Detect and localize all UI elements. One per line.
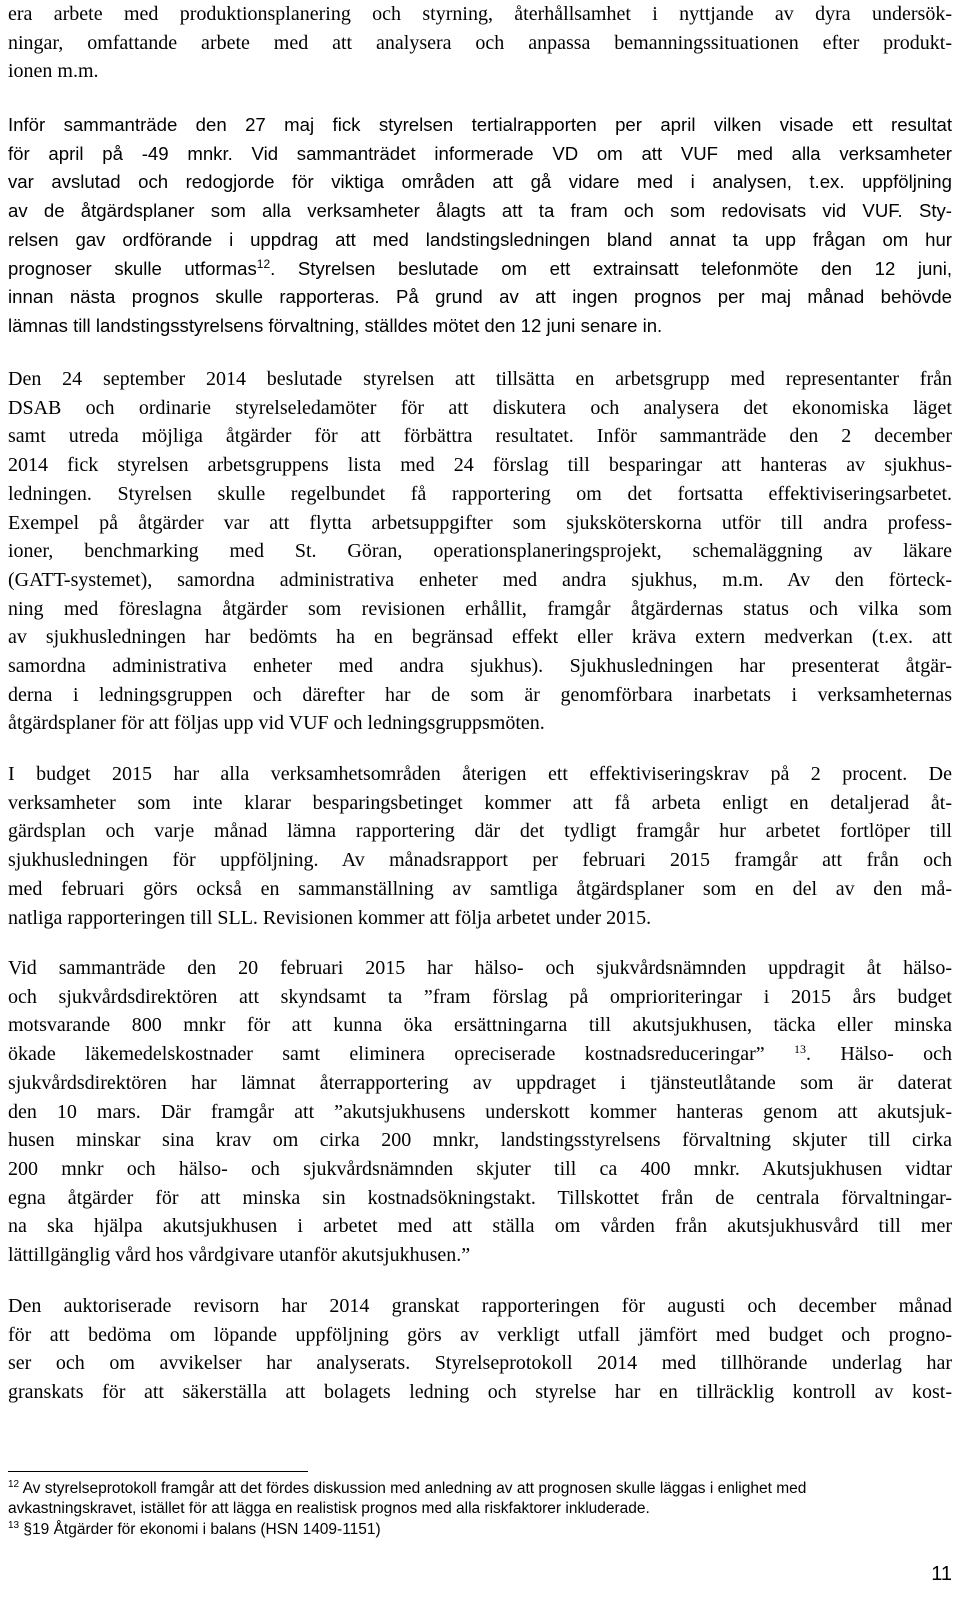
text-line: åtgärdsplaner för att följas upp vid VUF och ledningsgruppsmöten.	[8, 712, 545, 735]
text-line: avkastningskravet, istället för att lägga en realistisk prognos med alla riskfaktorer inkluderade.	[8, 1500, 650, 1517]
text-line: natliga rapporteringen till SLL. Revisionen kommer att följa arbetet under 2015.	[8, 906, 652, 929]
text-line: lämnas till landstingsstyrelsens förvaltning, ställdes mötet den 12 juni senare in.	[8, 314, 663, 336]
text-line: samt utreda möjliga åtgärder för att förbättra resultatet. Inför sammanträde den 2 december	[8, 425, 952, 448]
text-line: innan nästa prognos skulle rapporteras. På grund av att ingen prognos per maj månad behövde	[8, 286, 952, 308]
footnote-ref: 13	[794, 1042, 807, 1057]
text-line: sjukhusledningen för uppföljning. Av månadsrapport per februari 2015 framgår att från och	[8, 849, 952, 872]
text-line: ionen m.m.	[8, 60, 99, 83]
text-line: verksamheter som inte klarar besparingsbetinget kommer att få arbeta enligt en detaljerad åt-	[8, 791, 952, 814]
text-line: na ska hjälpa akutsjukhusen i arbetet med att ställa om vården från akutsjukhusvård till mer	[8, 1215, 952, 1238]
text-line: prognoser skulle utformas$^{12}$. Styrelsen beslutade om ett extrainsatt telefonmöte den 12 juni,	[8, 256, 952, 279]
footnote-divider	[8, 1471, 308, 1472]
text-line: relsen gav ordförande i uppdrag att med landstingsledningen bland annat ta upp frågan om hur	[8, 228, 952, 250]
text-line: $^{13}$ §19 Åtgärder för ekonomi i balans (HSN 1409-1151)	[8, 1520, 381, 1538]
text-line: var avslutad och redogjorde för viktiga områden att gå vidare med i analysen, t.ex. uppföljning	[8, 171, 952, 193]
text-line: sjukvårdsdirektören har lämnat återrapportering av uppdraget i tjänsteutlåtande som är daterat	[8, 1071, 952, 1094]
text-line: 2014 fick styrelsen arbetsgruppens lista med 24 förslag till besparingar att hanteras av sjukhus-	[8, 454, 952, 477]
text-line: ökade läkemedelskostnader samt eliminera opreciserade kostnadsreduceringar” $^{13}$. Hälso- och	[8, 1042, 952, 1066]
text-line: den 10 mars. Där framgår att ”akutsjukhusens underskott kommer hanteras genom att akutsjuk-	[8, 1100, 952, 1123]
text-line: motsvarande 800 mnkr för att kunna öka ersättningarna till akutsjukhusen, täcka eller minska	[8, 1014, 952, 1037]
footnote-ref: 12	[256, 256, 271, 271]
text-line: Inför sammanträde den 27 maj fick styrelsen tertialrapporten per april vilken visade ett resultat	[8, 114, 952, 135]
text-line: ning med föreslagna åtgärder som revisionen erhållit, framgår åtgärdernas status och vilka som	[8, 597, 952, 620]
text-line: derna i ledningsgruppen och därefter har de som är genomförbara inarbetats i verksamheternas	[8, 683, 952, 706]
text-line: med februari görs också en sammanställning av samtliga åtgärdsplaner som en del av den må-	[8, 877, 952, 900]
text-line: ningar, omfattande arbete med att analysera och anpassa bemanningssituationen efter produkt-	[8, 31, 952, 54]
text-line: och sjukvårdsdirektören att skyndsamt ta ”fram förslag på omprioriteringar i 2015 års budget	[8, 985, 952, 1008]
text-line: Den 24 september 2014 beslutade styrelsen att tillsätta en arbetsgrupp med representanter från	[8, 368, 952, 390]
text-line: Den auktoriserade revisorn har 2014 granskat rapporteringen för augusti och december månad	[8, 1295, 952, 1317]
page-number: 11	[931, 1563, 952, 1585]
paragraph	[8, 760, 952, 932]
text-line: för att bedöma om löpande uppföljning görs av verkligt utfall jämfört med budget och progno-	[8, 1323, 952, 1346]
text-line: samordna administrativa enheter med andra sjukhus). Sjukhusledningen har presenterat åtgär-	[8, 655, 952, 678]
text-line: lättillgänglig vård hos vårdgivare utanför akutsjukhusen.”	[8, 1244, 471, 1267]
footnote	[8, 1479, 952, 1519]
text-line: Exempel på åtgärder var att flytta arbetsuppgifter som sjuksköterskorna utför till andra profess-	[8, 511, 952, 534]
paragraph	[8, 1292, 952, 1407]
text-line: Vid sammanträde den 20 februari 2015 har hälso- och sjukvårdsnämnden uppdragit åt hälso-	[8, 957, 952, 979]
text-line: granskats för att säkerställa att bolagets ledning och styrelse har en tillräcklig kontroll av kost-	[8, 1381, 952, 1404]
paragraph	[8, 954, 952, 1270]
text-line: ser och om avvikelser har analyserats. Styrelseprotokoll 2014 med tillhörande underlag har	[8, 1352, 952, 1375]
text-line: husen minskar sina krav om cirka 200 mnkr, landstingsstyrelsens förvaltning skjuter till cirka	[8, 1129, 952, 1152]
text-line: era arbete med produktionsplanering och styrning, återhållsamhet i nyttjande av dyra undersök-	[8, 3, 952, 25]
text-line: av sjukhusledningen har bedömts ha en begränsad effekt eller kräva extern medverkan (t.ex. att	[8, 626, 952, 649]
text-line: ledningen. Styrelsen skulle regelbundet få rapportering om det fortsatta effektiviseringsarbetet.	[8, 482, 952, 505]
text-line: 200 mnkr och hälso- och sjukvårdsnämnden skjuter till ca 400 mnkr. Akutsjukhusen vidtar	[8, 1157, 952, 1180]
paragraph	[8, 111, 952, 341]
paragraph	[8, 365, 952, 738]
text-line: gärdsplan och varje månad lämna rapportering där det tydligt framgår hur arbetet fortlöper till	[8, 820, 952, 843]
text-line: egna åtgärder för att minska sin kostnadsökningstakt. Tillskottet från de centrala förvaltningar-	[8, 1186, 952, 1209]
text-line: DSAB och ordinarie styrelseledamöter för att diskutera och analysera det ekonomiska läget	[8, 396, 952, 419]
paragraph	[8, 0, 952, 86]
footnote-number: 13	[8, 1520, 20, 1531]
text-line: ioner, benchmarking med St. Göran, operationsplaneringsprojekt, schemaläggning av läkare	[8, 540, 952, 563]
text-line: (GATT-systemet), samordna administrativa enheter med andra sjukhus, m.m. Av den förteck-	[8, 568, 952, 591]
text-line: I budget 2015 har alla verksamhetsområden återigen ett effektiviseringskrav på 2 procent. De	[8, 763, 952, 785]
footnote-number: 12	[8, 1479, 20, 1490]
text-line: för april på -49 mnkr. Vid sammanträdet informerade VD om att VUF med alla verksamheter	[8, 142, 952, 164]
text-line: av de åtgärdsplaner som alla verksamheter ålagts att ta fram och som redovisats vid VUF. Sty-	[8, 200, 952, 222]
text-line: $^{12}$ Av styrelseprotokoll framgår att det fördes diskussion med anledning av att prognosen skulle läggas i enlighet med	[8, 1479, 807, 1497]
footnote	[8, 1520, 952, 1540]
